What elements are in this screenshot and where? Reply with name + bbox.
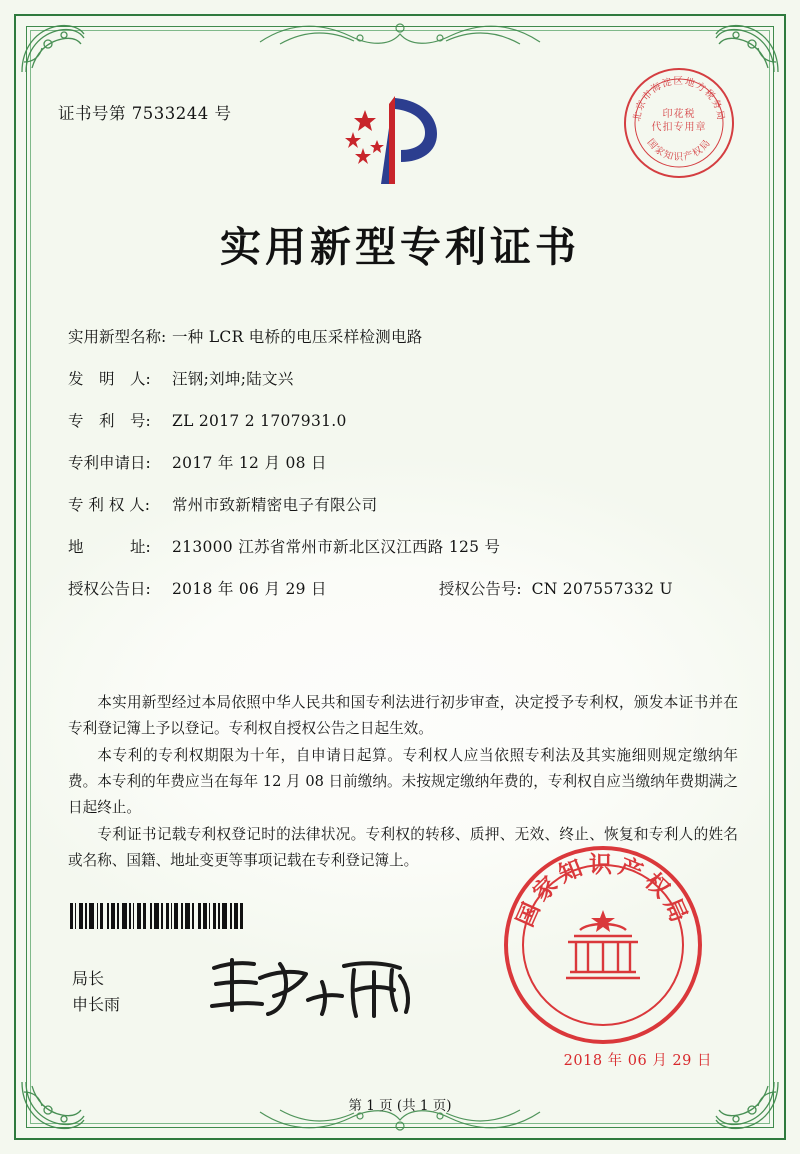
- grant-number-value: CN 207557332 U: [531, 580, 673, 598]
- field-label: 发 明 人:: [68, 370, 151, 388]
- grant-date-label: 授权公告日:: [68, 580, 151, 598]
- field-value: 一种 LCR 电桥的电压采样检测电路: [172, 328, 423, 346]
- barcode: [70, 903, 302, 929]
- grant-number-label: 授权公告号:: [438, 580, 522, 598]
- field-row-address: [68, 540, 740, 556]
- top-ornament-icon: [250, 16, 550, 50]
- field-value: ZL 2017 2 1707931.0: [172, 412, 347, 430]
- certificate-number: 证书号第 7533244 号: [58, 104, 232, 123]
- field-value: 213000 江苏省常州市新北区汉江西路 125 号: [172, 538, 501, 556]
- field-label: 地 址:: [68, 538, 151, 556]
- seal-date: 2018 年 06 月 29 日: [563, 1053, 712, 1069]
- handwritten-signature-icon: [196, 948, 426, 1026]
- director-title-label: 局长: [72, 969, 105, 988]
- svg-text:北京市海淀区地方税务局: 北京市海淀区地方税务局: [631, 76, 727, 123]
- svg-text:国家知识产权局: 国家知识产权局: [511, 851, 695, 931]
- field-row-application-date: [68, 456, 740, 472]
- field-row-patent-number: [68, 414, 740, 430]
- corner-ornament-icon: [708, 18, 782, 76]
- official-seal: [504, 846, 702, 1044]
- svg-text:国家知识产权局: 国家知识产权局: [644, 137, 714, 163]
- field-label: 专利申请日:: [68, 454, 151, 472]
- field-row-inventor: [68, 372, 740, 388]
- paragraph: 本实用新型经过本局依照中华人民共和国专利法进行初步审查，决定授予专利权，颁发本证书并在专利登记簿上予以登记。专利权自授权公告之日起生效。: [68, 694, 738, 737]
- field-label: 专 利 权 人:: [68, 496, 151, 514]
- tax-stamp-line-2: 代扣专用章: [651, 122, 707, 133]
- national-emblem-icon: [560, 902, 646, 988]
- director-name: 申长雨: [72, 995, 121, 1014]
- tax-stamp-center-text: [626, 108, 732, 134]
- legal-text-block: [68, 690, 738, 875]
- field-value: 常州市致新精密电子有限公司: [172, 496, 378, 514]
- field-value: 汪钢;刘坤;陆文兴: [172, 370, 294, 388]
- field-row-name: [68, 330, 740, 346]
- tax-stamp-line-1: 印花税: [662, 109, 696, 120]
- page-title: 实用新型专利证书: [220, 223, 580, 271]
- paragraph: 专利证书记载专利权登记时的法律状况。专利权的转移、质押、无效、终止、恢复和专利人的姓名或名称、国籍、地址变更等事项记载在专利登记簿上。: [68, 826, 738, 869]
- field-row-grant: [68, 582, 740, 598]
- field-row-patentee: [68, 498, 740, 514]
- field-label: 实用新型名称:: [68, 328, 167, 346]
- signature-block: [72, 966, 120, 1018]
- tax-stamp-seal: [624, 68, 734, 178]
- field-list: [68, 330, 740, 624]
- field-label: 专 利 号:: [68, 412, 151, 430]
- field-value: 2017 年 12 月 08 日: [172, 454, 327, 472]
- grant-date-value: 2018 年 06 月 29 日: [172, 580, 327, 598]
- paragraph: 本专利的专利权期限为十年，自申请日起算。专利权人应当依照专利法及其实施细则规定缴纳年费。本专利的年费应当在每年 12 月 08 日前缴纳。未按规定缴纳年费的，专利权自应当缴纳年费期满之日起终止。: [68, 747, 738, 816]
- page-footer: 第 1 页 (共 1 页): [348, 1098, 452, 1114]
- patent-office-logo-icon: [333, 88, 453, 198]
- corner-ornament-icon: [18, 18, 92, 76]
